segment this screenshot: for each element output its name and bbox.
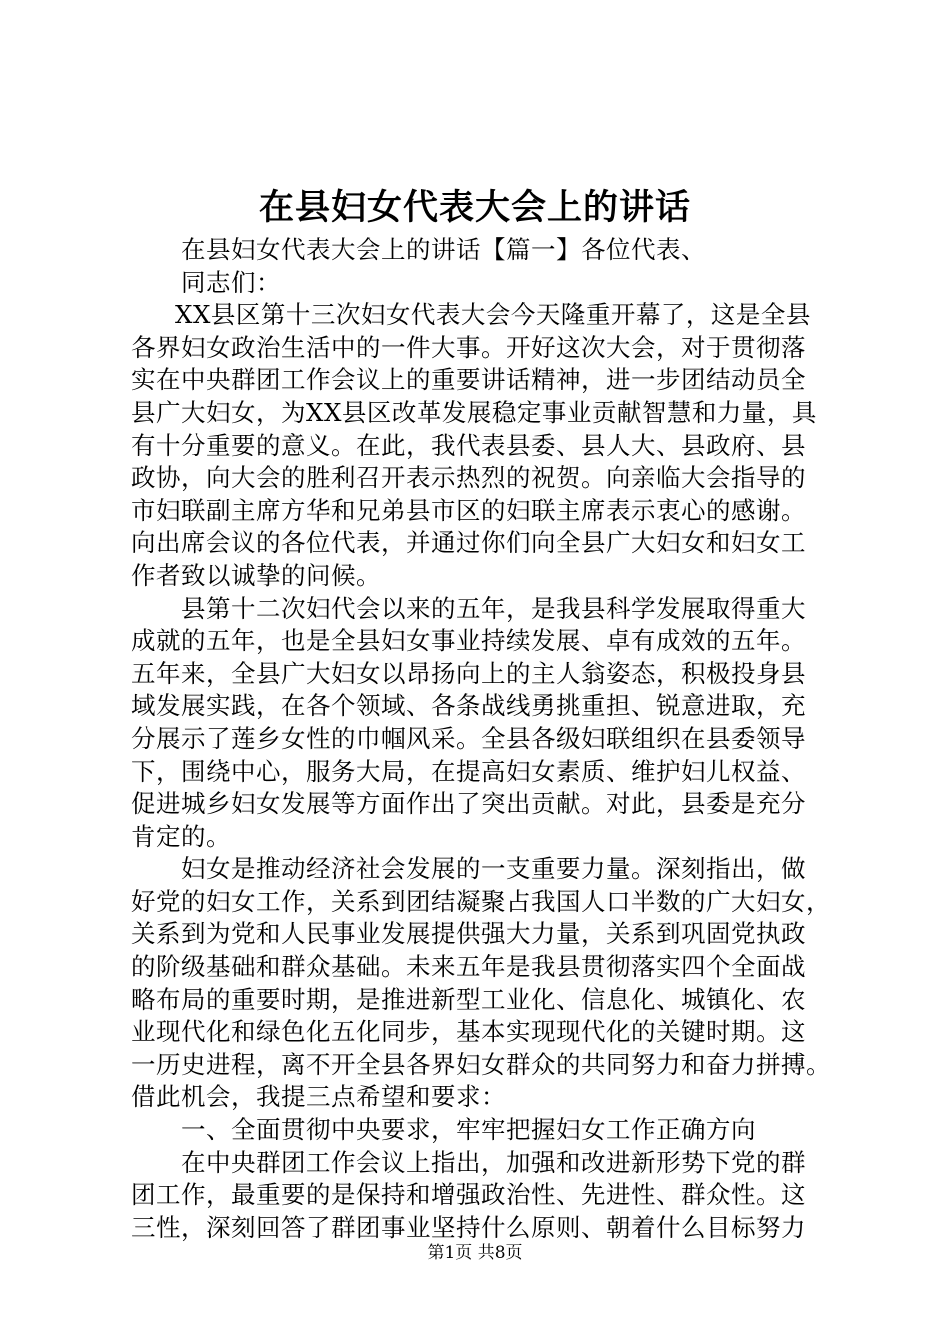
text-line: 一、全面贯彻中央要求，牢牢把握妇女工作正确方向 <box>181 1115 756 1145</box>
text-line: 略布局的重要时期，是推进新型工业化、信息化、城镇化、农 <box>131 984 806 1014</box>
text-line: 妇女是推动经济社会发展的一支重要力量。深刻指出，做 <box>181 854 806 884</box>
text-line: 在县妇女代表大会上的讲话【篇一】各位代表、 <box>181 235 706 264</box>
text-line: XX县区第十三次妇女代表大会今天隆重开幕了，这是全县 <box>175 300 811 330</box>
text-line: 在中央群团工作会议上指出，加强和改进新形势下党的群 <box>181 1147 806 1177</box>
text-line: 域发展实践，在各个领域、各条战线勇挑重担、锐意进取，充 <box>131 691 806 721</box>
page-footer: 第1页 共8页 <box>427 1243 523 1263</box>
text-line: 成就的五年，也是全县妇女事业持续发展、卓有成效的五年。 <box>131 626 806 656</box>
text-line: 县第十二次妇代会以来的五年，是我县科学发展取得重大 <box>181 593 806 623</box>
text-line: 政协，向大会的胜利召开表示热烈的祝贺。向亲临大会指导的 <box>131 463 806 493</box>
text-line: 肯定的。 <box>131 821 231 851</box>
text-line: 业现代化和绿色化五化同步，基本实现现代化的关键时期。这 <box>131 1017 806 1047</box>
text-line: 作者致以诚挚的问候。 <box>131 560 381 590</box>
text-line: 分展示了莲乡女性的巾帼风采。全县各级妇联组织在县委领导 <box>131 723 806 753</box>
text-line: 的阶级基础和群众基础。未来五年是我县贯彻落实四个全面战 <box>131 952 806 982</box>
text-line: 同志们： <box>181 267 281 297</box>
text-line: 三性，深刻回答了群团事业坚持什么原则、朝着什么目标努力 <box>131 1212 806 1242</box>
text-line: 一历史进程，离不开全县各界妇女群众的共同努力和奋力拼搏。 <box>131 1049 831 1079</box>
text-line: 借此机会，我提三点希望和要求： <box>131 1082 506 1112</box>
text-line: 好党的妇女工作，关系到团结凝聚占我国人口半数的广大妇女， <box>131 886 831 916</box>
text-line: 向出席会议的各位代表，并通过你们向全县广大妇女和妇女工 <box>131 528 806 558</box>
text-line: 五年来，全县广大妇女以昂扬向上的主人翁姿态，积极投身县 <box>131 658 806 688</box>
text-line: 下，围绕中心，服务大局，在提高妇女素质、维护妇儿权益、 <box>131 756 806 786</box>
text-line: 有十分重要的意义。在此，我代表县委、县人大、县政府、县 <box>131 430 806 460</box>
text-line: 县广大妇女，为XX县区改革发展稳定事业贡献智慧和力量，具 <box>131 397 817 427</box>
text-line: 市妇联副主席方华和兄弟县市区的妇联主席表示衷心的感谢。 <box>131 495 806 525</box>
document-body <box>131 234 851 1244</box>
text-line: 各界妇女政治生活中的一件大事。开好这次大会，对于贯彻落 <box>131 332 806 362</box>
text-line: 促进城乡妇女发展等方面作出了突出贡献。对此，县委是充分 <box>131 789 806 819</box>
text-line: 关系到为党和人民事业发展提供强大力量，关系到巩固党执政 <box>131 919 806 949</box>
text-line: 实在中央群团工作会议上的重要讲话精神，进一步团结动员全 <box>131 365 806 395</box>
document-title: 在县妇女代表大会上的讲话 <box>258 187 691 228</box>
text-line: 团工作，最重要的是保持和增强政治性、先进性、群众性。这 <box>131 1180 806 1210</box>
